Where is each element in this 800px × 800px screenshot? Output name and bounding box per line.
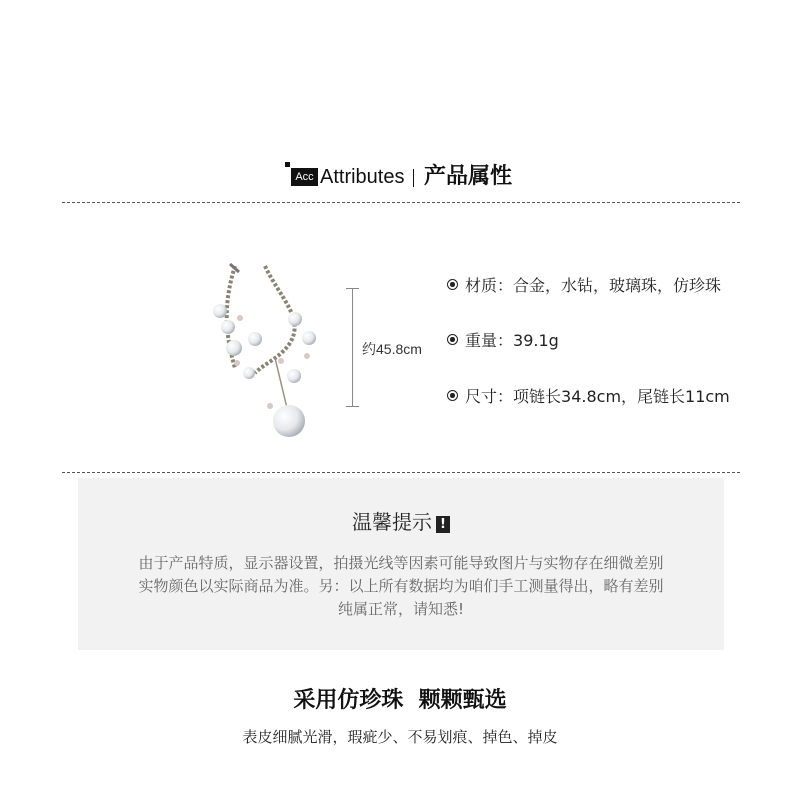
- necklace-image: [195, 258, 335, 458]
- notice-title: [78, 506, 724, 535]
- feature-subtitle: 表皮细腻光滑，瑕疵少、不易划痕、掉色、掉皮: [242, 728, 558, 746]
- section-header: [0, 160, 800, 200]
- attribute-label: 尺寸：: [465, 387, 514, 406]
- bullet-icon: [447, 334, 458, 345]
- measure-tick-bottom: [346, 406, 359, 407]
- attribute-label: 材质：: [465, 276, 514, 295]
- attribute-material: [447, 275, 721, 297]
- notice-text: [78, 552, 724, 621]
- bullet-icon: [447, 279, 458, 290]
- measure-line: [352, 288, 353, 406]
- bullet-icon: [447, 390, 458, 401]
- attribute-value: 合金，水钻，玻璃珠，仿珍珠: [513, 276, 722, 295]
- header-title-en: Attributes: [320, 166, 405, 188]
- notice-title-text: 温馨提示: [352, 510, 432, 534]
- feature-title: 采用仿珍珠 颗颗甄选: [293, 688, 507, 713]
- attribute-size: [447, 386, 730, 408]
- attribute-label: 重量：: [465, 331, 514, 350]
- header-title-cn: 产品属性: [424, 164, 513, 189]
- dashed-divider-bottom: [62, 472, 740, 473]
- dashed-divider-top: [62, 202, 740, 203]
- notice-line: 实物颜色以实际商品为准。另：以上所有数据均为咱们手工测量得出，略有差别: [138, 577, 664, 595]
- header-badge: Acc: [291, 168, 318, 186]
- attribute-value: 39.1g: [513, 331, 559, 350]
- attribute-weight: [447, 330, 559, 352]
- header-divider: [413, 169, 414, 187]
- header-square-icon: [285, 162, 290, 167]
- exclamation-icon: !: [436, 516, 450, 533]
- notice-box: [78, 478, 724, 650]
- length-label: 约45.8cm: [362, 341, 422, 357]
- attribute-value: 项链长34.8cm，尾链长11cm: [513, 387, 730, 406]
- notice-line: 由于产品特质，显示器设置，拍摄光线等因素可能导致图片与实物存在细微差别: [138, 554, 664, 572]
- notice-line: 纯属正常，请知悉!: [337, 600, 464, 618]
- measure-tick-top: [346, 288, 359, 289]
